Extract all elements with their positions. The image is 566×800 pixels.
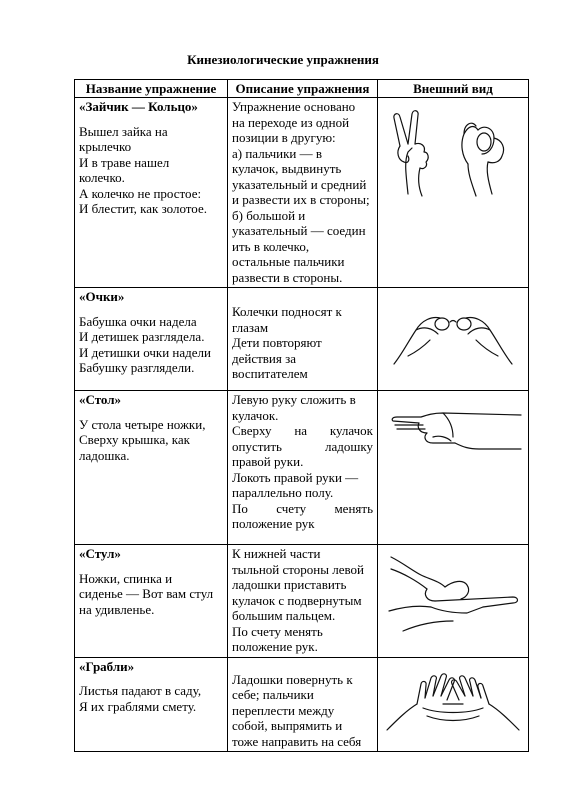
table-header-row: [75, 80, 529, 98]
description-line: Сверху на кулачок: [232, 423, 373, 438]
description-line: Колечки подносят к: [232, 304, 342, 319]
verse-line: ладошка.: [79, 447, 130, 463]
table-row: [75, 545, 529, 658]
verse-line: Бабушка очки надела: [79, 313, 197, 329]
description-line: кулачок, выдвинуть: [232, 161, 342, 176]
exercise-name: «Зайчик — Кольцо»: [79, 99, 198, 114]
verse-line: сиденье — Вот вам стул: [79, 586, 214, 601]
table-row: [75, 98, 529, 288]
hands-glasses-icon: [388, 294, 518, 374]
verse-line: А колечко не простое:: [79, 185, 202, 201]
description-line: Левую руку сложить в: [232, 392, 356, 407]
description-line: б) большой и: [232, 207, 306, 223]
exercise-image-cell: [378, 288, 529, 391]
description-line: К нижней части: [232, 546, 321, 561]
description-line: ить в колечко,: [232, 238, 310, 254]
exercise-name-cell: [75, 545, 228, 658]
description-line: тоже направить на себя: [232, 733, 362, 749]
description-line: воспитателем: [232, 366, 308, 381]
verse-line: крылечко: [79, 139, 132, 154]
description-line: параллельно полу.: [232, 485, 334, 500]
description-line: правой руки.: [232, 454, 304, 469]
verse-line: на удивленье.: [79, 601, 155, 617]
exercise-image-cell: [378, 98, 529, 288]
description-line: Дети повторяют: [232, 335, 322, 350]
exercise-name-cell: [75, 391, 228, 545]
verse-line: Я их граблями смету.: [79, 698, 197, 714]
verse-line: И блестит, как золотое.: [79, 201, 207, 216]
exercise-description-cell: [228, 657, 378, 752]
description-line: развести в стороны.: [232, 269, 343, 285]
exercise-name: «Стол»: [79, 392, 122, 407]
hand-bunny-ring-icon: [388, 104, 518, 204]
description-line: кулачок с подвернутым: [232, 592, 362, 608]
table-row: [75, 288, 529, 391]
description-line: Упражнение основано: [232, 99, 356, 114]
exercise-name-cell: [75, 98, 228, 288]
exercise-description-cell: [228, 288, 378, 391]
description-line: большим пальцем.: [232, 608, 336, 623]
description-line: позиции в другую:: [232, 130, 336, 145]
description-line: кулачок.: [232, 407, 279, 423]
hands-table-icon: [383, 397, 523, 457]
hands-rake-icon: [383, 664, 523, 734]
exercise-name-cell: [75, 657, 228, 752]
verse-line: И детишек разглядела.: [79, 329, 205, 344]
exercise-image-cell: [378, 545, 529, 658]
description-line: переплести между: [232, 702, 335, 718]
verse-line: Листья падают в саду,: [79, 683, 202, 698]
verse-line: Вышел зайка на: [79, 123, 168, 139]
table-row: [75, 657, 529, 752]
description-line: а) пальчики — в: [232, 145, 323, 161]
exercise-description-cell: [228, 391, 378, 545]
table-row: [75, 391, 529, 545]
exercise-image-cell: [378, 391, 529, 545]
description-line: опустить ладошку: [232, 438, 373, 454]
description-line: остальные пальчики: [232, 254, 345, 269]
description-line: и развести их в стороны;: [232, 192, 370, 207]
verse-line: И детишки очки надели: [79, 344, 211, 360]
verse-line: Сверху крышка, как: [79, 432, 190, 447]
description-line: По счету менять: [232, 623, 323, 639]
exercise-name: «Стул»: [79, 546, 121, 561]
description-line: на переходе из одной: [232, 114, 350, 130]
description-line: Ладошки повернуть к: [232, 671, 353, 687]
exercise-description-cell: [228, 98, 378, 288]
description-line: положение рук: [232, 516, 315, 531]
description-line: действия за: [232, 350, 297, 366]
hands-chair-icon: [383, 551, 523, 641]
description-line: Локоть правой руки —: [232, 469, 359, 485]
verse-line: Бабушку разглядели.: [79, 360, 195, 375]
header-name: Название упражнение: [75, 80, 228, 98]
verse-line: колечко.: [79, 170, 125, 185]
description-line: глазам: [232, 319, 269, 335]
exercise-image-cell: [378, 657, 529, 752]
description-line: ладошки приставить: [232, 577, 347, 592]
description-line: собой, выпрямить и: [232, 718, 343, 733]
description-line: указательный и средний: [232, 176, 367, 192]
exercise-name: «Очки»: [79, 289, 125, 304]
description-line: положение рук.: [232, 639, 318, 654]
verse-line: И в траве нашел: [79, 154, 170, 170]
header-appearance: Внешний вид: [378, 80, 529, 98]
description-line: тыльной стороны левой: [232, 561, 364, 577]
exercise-name-cell: [75, 288, 228, 391]
description-line: себе; пальчики: [232, 687, 314, 702]
verse-line: У стола четыре ножки,: [79, 416, 206, 432]
exercise-description-cell: [228, 545, 378, 658]
verse-line: Ножки, спинка и: [79, 570, 173, 586]
description-line: По счету менять: [232, 500, 373, 516]
exercises-table: [74, 79, 529, 752]
header-description: Описание упражнения: [228, 80, 378, 98]
exercise-name: «Грабли»: [79, 658, 135, 674]
page-title: Кинезиологические упражнения: [187, 52, 379, 67]
description-line: указательный — соедин: [232, 223, 366, 238]
